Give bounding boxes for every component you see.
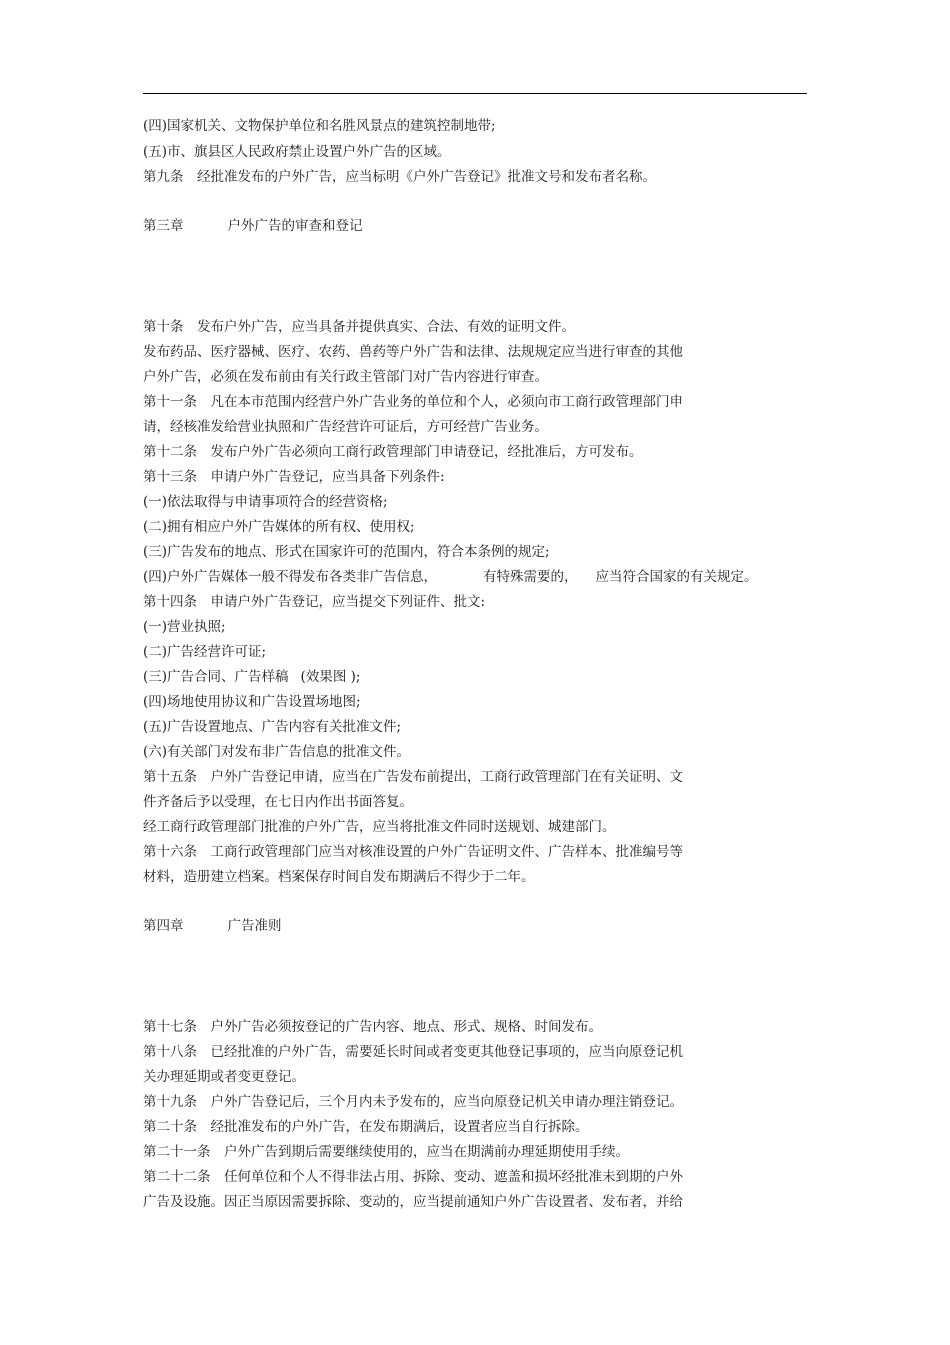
text-line	[143, 568, 758, 586]
text-line: 第十三条 申请户外广告登记，应当具备下列条件:	[143, 469, 445, 485]
text-line: 件齐备后予以受理，在七日内作出书面答复。	[143, 794, 413, 810]
chapter-number: 第三章	[143, 218, 184, 234]
text-line: 经工商行政管理部门批准的户外广告，应当将批准文件同时送规划、城建部门。	[143, 819, 616, 835]
chapter-title: 广告准则	[227, 918, 282, 934]
text-line: 广告及设施。因正当原因需要拆除、变动的，应当提前通知户外广告设置者、发布者，并给	[143, 1194, 683, 1210]
text-line: 第十七条 户外广告必须按登记的广告内容、地点、形式、规格、时间发布。	[143, 1019, 602, 1035]
text-segment: 有特殊需要的，	[483, 569, 578, 585]
text-line	[143, 668, 360, 686]
text-line: 户外广告，必须在发布前由有关行政主管部门对广告内容进行审查。	[143, 369, 548, 385]
text-line: (一)依法取得与申请事项符合的经营资格;	[143, 494, 388, 510]
text-line: 第十条 发布户外广告，应当具备并提供真实、合法、有效的证明文件。	[143, 319, 575, 335]
text-line: 第十八条 已经批准的户外广告，需要延长时间或者变更其他登记事项的，应当向原登记机	[143, 1044, 683, 1060]
text-line: (五)广告设置地点、广告内容有关批准文件;	[143, 719, 402, 735]
text-line: 请，经核准发给营业执照和广告经营许可证后，方可经营广告业务。	[143, 419, 548, 435]
text-line: 关办理延期或者变更登记。	[143, 1069, 305, 1085]
text-line: 第十六条 工商行政管理部门应当对核准设置的户外广告证明文件、广告样本、批准编号等	[143, 844, 683, 860]
text-line: 第十九条 户外广告登记后，三个月内未予发布的，应当向原登记机关申请办理注销登记。	[143, 1094, 683, 1110]
chapter-heading	[143, 917, 282, 935]
text-segment: (三)广告合同、广告样稿	[143, 669, 289, 685]
text-segment: (四)户外广告媒体一般不得发布各类非广告信息，	[143, 569, 438, 585]
text-line: (三)广告发布的地点、形式在国家许可的范围内，符合本条例的规定;	[143, 544, 550, 560]
text-line: (四)场地使用协议和广告设置场地图;	[143, 694, 361, 710]
chapter-heading	[143, 217, 363, 235]
text-line: 第十二条 发布户外广告必须向工商行政管理部门申请登记，经批准后，方可发布。	[143, 444, 643, 460]
text-line: (二)广告经营许可证;	[143, 644, 267, 660]
text-line: 材料，造册建立档案。档案保存时间自发布期满后不得少于二年。	[143, 869, 535, 885]
text-line: (六)有关部门对发布非广告信息的批准文件。	[143, 744, 411, 760]
text-line: 第九条 经批准发布的户外广告，应当标明《户外广告登记》批准文号和发布者名称。	[143, 169, 656, 185]
text-line: 发布药品、医疗器械、医疗、农药、兽药等户外广告和法律、法规规定应当进行审查的其他	[143, 344, 683, 360]
text-segment: (效果图 );	[300, 669, 361, 685]
text-line: (一)营业执照;	[143, 619, 226, 635]
text-line: (四)国家机关、文物保护单位和名胜风景点的建筑控制地带;	[143, 118, 496, 134]
text-line: (二)拥有相应户外广告媒体的所有权、使用权;	[143, 519, 415, 535]
text-line: 第十五条 户外广告登记申请，应当在广告发布前提出，工商行政管理部门在有关证明、文	[143, 769, 683, 785]
text-line: 第二十二条 任何单位和个人不得非法占用、拆除、变动、遮盖和损坏经批准未到期的户外	[143, 1169, 683, 1185]
chapter-number: 第四章	[143, 918, 184, 934]
text-line: 第十四条 申请户外广告登记，应当提交下列证件、批文:	[143, 594, 486, 610]
text-line: (五)市、旗县区人民政府禁止设置户外广告的区域。	[143, 144, 451, 160]
text-line: 第十一条 凡在本市范围内经营户外广告业务的单位和个人，必须向市工商行政管理部门申	[143, 394, 683, 410]
text-line: 第二十一条 户外广告到期后需要继续使用的，应当在期满前办理延期使用手续。	[143, 1144, 629, 1160]
chapter-title: 户外广告的审查和登记	[227, 218, 363, 234]
text-segment: 应当符合国家的有关规定。	[595, 569, 758, 585]
text-line: 第二十条 经批准发布的户外广告，在发布期满后，设置者应当自行拆除。	[143, 1119, 589, 1135]
header-rule	[143, 93, 807, 94]
